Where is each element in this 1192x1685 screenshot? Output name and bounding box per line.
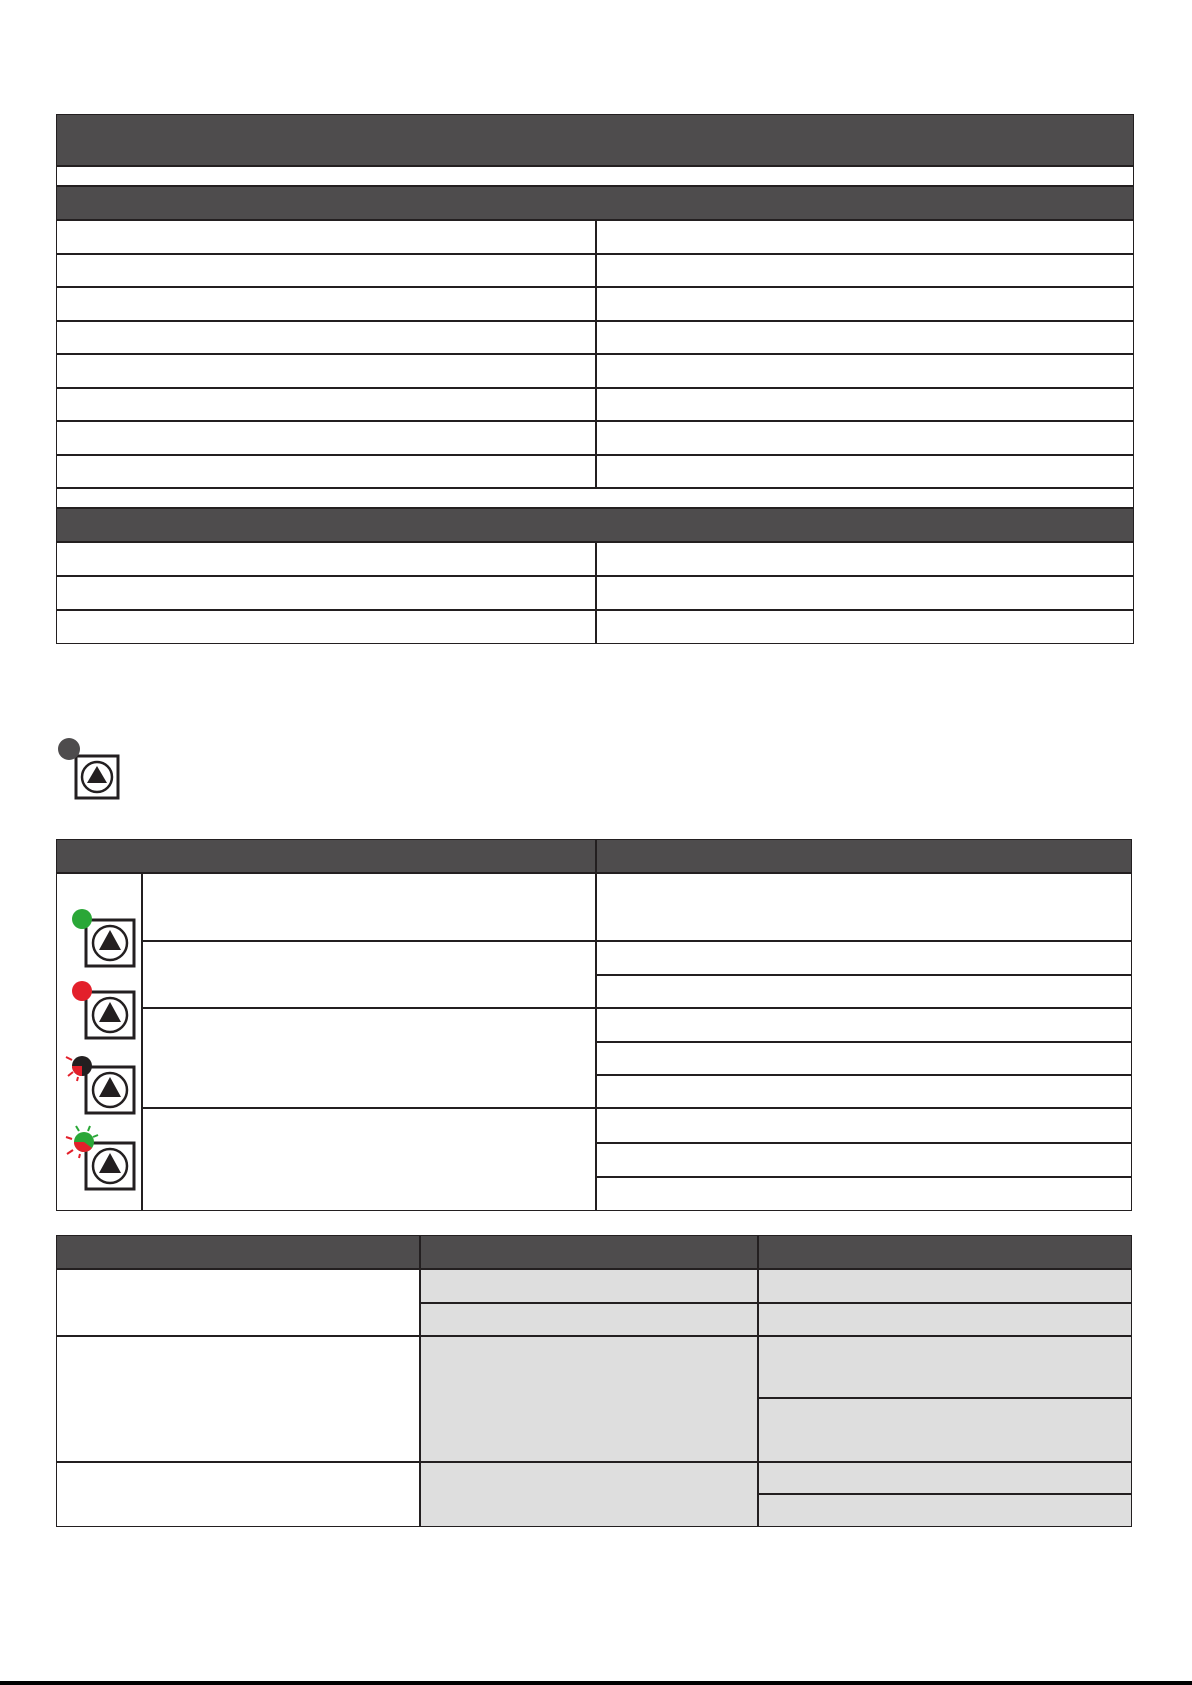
spec-label-cell	[56, 542, 596, 576]
cause-cell	[420, 1336, 758, 1462]
pump-indicator-off-icon	[56, 736, 122, 804]
indicator-status-table	[56, 839, 1132, 1211]
section-header	[56, 508, 1134, 542]
spec-label-cell	[56, 321, 596, 355]
section-header	[56, 186, 1134, 220]
spec-label-cell	[56, 388, 596, 422]
problem-cell	[56, 1336, 420, 1462]
meaning-cell	[596, 941, 1132, 975]
spec-label-cell	[56, 220, 596, 254]
page-bottom-border	[0, 1681, 1192, 1685]
spec-label-cell	[56, 354, 596, 388]
spec-label-cell	[56, 421, 596, 455]
table-header-left	[56, 839, 596, 873]
table-header-right	[596, 839, 1132, 873]
spec-table	[56, 114, 1134, 644]
spec-value-cell	[596, 576, 1134, 610]
solution-cell	[758, 1269, 1132, 1303]
solution-cell	[758, 1494, 1132, 1527]
meaning-cell	[596, 1042, 1132, 1076]
cause-cell	[420, 1269, 758, 1303]
pump-indicator-red-blinking-icon	[64, 1051, 138, 1117]
spec-label-cell	[56, 610, 596, 644]
spec-value-cell	[596, 220, 1134, 254]
spec-value-cell	[596, 610, 1134, 644]
status-cell	[142, 1008, 596, 1108]
spec-value-cell	[596, 287, 1134, 321]
status-cell	[142, 873, 596, 941]
pump-indicator-red-icon	[68, 980, 138, 1042]
spec-value-cell	[596, 542, 1134, 576]
pump-indicator-green-icon	[68, 908, 138, 970]
problem-cell	[56, 1269, 420, 1336]
meaning-cell	[596, 975, 1132, 1009]
spec-table-spacer	[56, 488, 1134, 508]
spec-label-cell	[56, 287, 596, 321]
spec-table-spacer	[56, 166, 1134, 186]
meaning-cell	[596, 873, 1132, 941]
solution-cell	[758, 1303, 1132, 1336]
spec-label-cell	[56, 576, 596, 610]
spec-value-cell	[596, 354, 1134, 388]
troubleshooting-table	[56, 1235, 1132, 1527]
spec-value-cell	[596, 388, 1134, 422]
meaning-cell	[596, 1008, 1132, 1042]
status-cell	[142, 1108, 596, 1211]
meaning-cell	[596, 1108, 1132, 1143]
spec-value-cell	[596, 254, 1134, 288]
spec-value-cell	[596, 421, 1134, 455]
spec-label-cell	[56, 254, 596, 288]
solution-cell	[758, 1336, 1132, 1398]
status-cell	[142, 941, 596, 1008]
table-header-col1	[56, 1235, 420, 1269]
solution-cell	[758, 1398, 1132, 1462]
meaning-cell	[596, 1177, 1132, 1211]
spec-label-cell	[56, 455, 596, 489]
table-header-col3	[758, 1235, 1132, 1269]
solution-cell	[758, 1462, 1132, 1494]
cause-cell	[420, 1303, 758, 1336]
problem-cell	[56, 1462, 420, 1527]
meaning-cell	[596, 1075, 1132, 1108]
spec-value-cell	[596, 455, 1134, 489]
meaning-cell	[596, 1143, 1132, 1178]
pump-indicator-red-green-blinking-icon	[64, 1123, 140, 1193]
spec-table-title-bar	[56, 114, 1134, 166]
spec-value-cell	[596, 321, 1134, 355]
cause-cell	[420, 1462, 758, 1527]
table-header-col2	[420, 1235, 758, 1269]
